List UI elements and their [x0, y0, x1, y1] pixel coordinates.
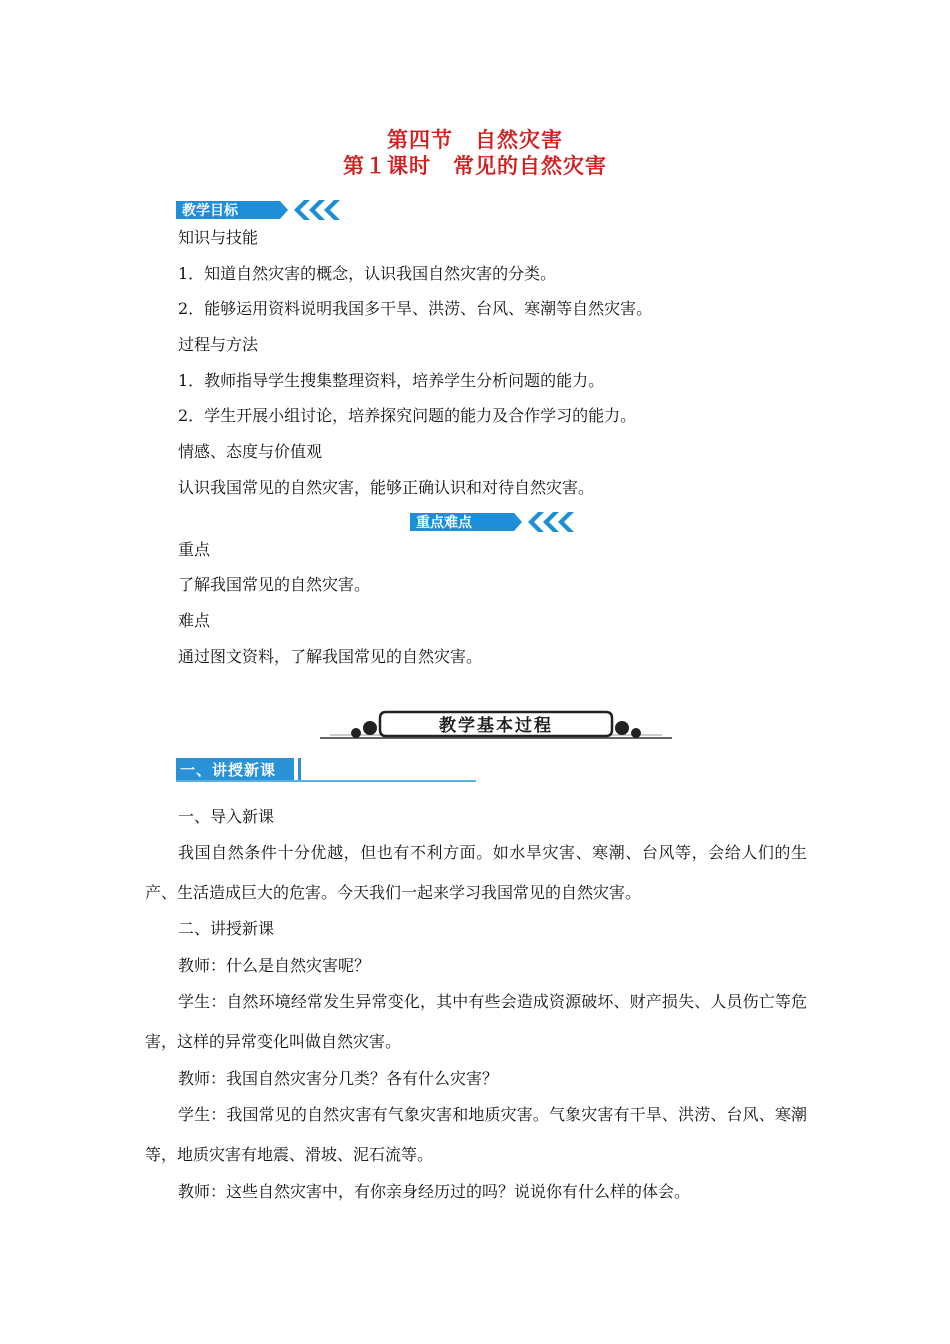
process-heading: 过程与方法 [178, 335, 259, 354]
lesson-title: 第１课时 常见的自然灾害 [343, 154, 607, 178]
key-text: 了解我国常见的自然灾害。 [178, 575, 371, 594]
chevrons-icon [294, 200, 340, 220]
banner-dot-icon [363, 721, 377, 735]
process-item-2: 2．学生开展小组讨论，培养探究问题的能力及合作学习的能力。 [178, 406, 637, 425]
student-answer-1: 学生：自然环境经常发生异常变化，其中有些会造成资源破坏、财产损失、人员伤亡等危害，这样的异常变化叫做自然灾害。 [145, 992, 807, 1051]
difficulty-text: 通过图文资料，了解我国常见的自然灾害。 [178, 647, 483, 666]
emotion-item-1: 认识我国常见的自然灾害，能够正确认识和对待自然灾害。 [178, 478, 595, 497]
process-banner [320, 706, 672, 742]
key-points-badge-label: 重点难点 [416, 515, 472, 531]
emotion-heading: 情感、态度与价值观 [178, 442, 323, 461]
key-heading: 重点 [178, 540, 211, 559]
key-points-badge [410, 510, 582, 534]
student-answer-2: 学生：我国常见的自然灾害有气象灾害和地质灾害。气象灾害有干旱、洪涝、台风、寒潮等，地质灾害有地震、滑坡、泥石流等。 [145, 1105, 807, 1164]
knowledge-item-1: 1．知道自然灾害的概念，认识我国自然灾害的分类。 [178, 264, 557, 283]
objectives-badge-label: 教学目标 [182, 203, 238, 219]
process-banner-label: 教学基本过程 [439, 716, 553, 736]
section-header-label: 一、讲授新课 [180, 761, 277, 779]
banner-dot-icon [351, 728, 361, 738]
chevrons-icon [528, 512, 574, 532]
knowledge-item-2: 2．能够运用资料说明我国多干旱、洪涝、台风、寒潮等自然灾害。 [178, 299, 653, 318]
intro-paragraph: 我国自然条件十分优越，但也有不利方面。如水旱灾害、寒潮、台风等，会给人们的生产、生活造成巨大的危害。今天我们一起来学习我国常见的自然灾害。 [145, 843, 807, 902]
teacher-question-1: 教师：什么是自然灾害呢？ [178, 956, 371, 975]
teacher-question-2: 教师：我国自然灾害分几类？各有什么灾害？ [178, 1069, 499, 1088]
banner-dot-icon [615, 721, 629, 735]
difficulty-heading: 难点 [178, 611, 211, 630]
process-item-1: 1．教师指导学生搜集整理资料，培养学生分析问题的能力。 [178, 371, 605, 390]
teacher-question-3: 教师：这些自然灾害中，有你亲身经历过的吗？说说你有什么样的体会。 [178, 1182, 691, 1201]
knowledge-heading: 知识与技能 [178, 228, 259, 247]
teach-heading: 二、讲授新课 [178, 919, 275, 938]
intro-heading: 一、导入新课 [178, 807, 275, 826]
section-title: 第四节 自然灾害 [387, 128, 563, 152]
section-header [176, 756, 478, 784]
section-header-bar [298, 758, 301, 780]
banner-dot-icon [631, 728, 641, 738]
objectives-badge [176, 198, 348, 222]
